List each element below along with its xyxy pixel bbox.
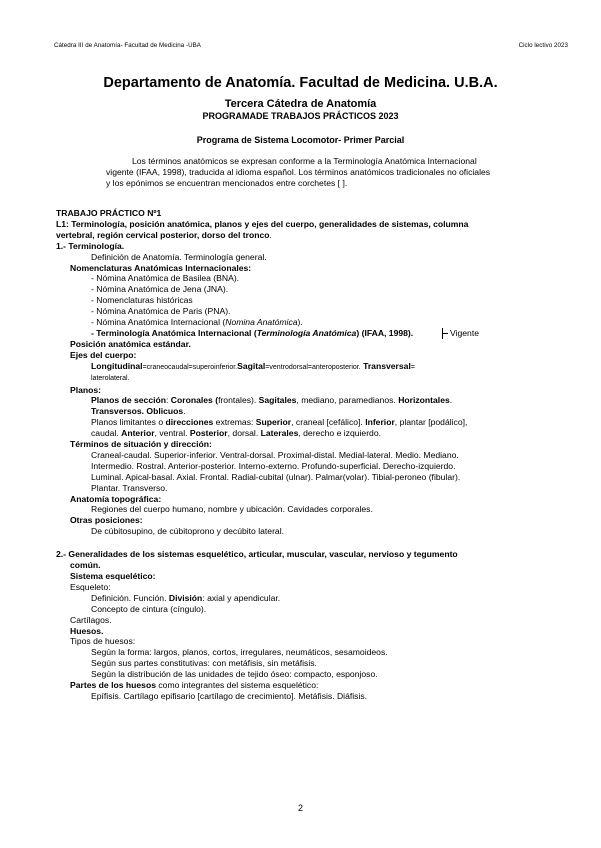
subtitle-sistema: Programa de Sistema Locomotor- Primer Parcial xyxy=(196,135,405,145)
terminos-line: Craneal-caudal. Superior-inferior. Ventral-dorsal. Proximal-distal. Medial-lateral. Medio. Mediano. xyxy=(91,449,459,460)
intro-line-2: vigente (IFAA, 1998), traducida al idioma español. Los términos anatómicos tradicionales no oficiales xyxy=(106,167,491,177)
terminos-heading: Términos de situación y dirección: xyxy=(70,439,212,450)
nomen-item: - Nómina Anatómica de Jena (JNA). xyxy=(91,284,229,295)
terminos-line: Luminal. Apical-basal. Axial. Frontal. Radial-cubital (ulnar). Palmar(volar). Tibial-peroneo (fibular). xyxy=(91,471,461,482)
partes-text: Epífisis. Cartílago epifisario [cartílago de crecimiento]. Metáfisis. Diáfisis. xyxy=(91,690,368,701)
esqueletico-heading: Sistema esquelético: xyxy=(70,571,156,581)
bracket-mark xyxy=(442,328,448,339)
nomen-item: - Nómina Anatómica de Paris (PNA). xyxy=(91,306,231,317)
program-body: TRABAJO PRÁCTICO Nº1 L1: Terminología, posición anatómica, planos y ejes del cuerpo, generalidades de sistemas, columna vertebral, región cervical posterior, dorso del tronco. 1.- Terminología. Definición de Anatomía. Terminología general. Nomenclaturas Anatómicas Internacionales: - Nómina Anatómica de Basilea (BNA). - Nómina Anatómica de Jena (JNA). - Nomenclaturas históricas - Nómina Anatómica de Paris (PNA). - Nómina Anatómica Internacional (Nomina Anatómica). - Terminología Anatómica Internacional (Terminología Anatómica) (IFAA, 1998). Vigente Posición anatómica estándar. Ejes del cuerpo: Longitudinal=craneocaudal=superoinferior.Sagital=ventrodorsal=anteroposterior. Transversal= laterolateral. Planos: Planos de sección: Coronales (frontales). Sagitales, mediano, paramedianos. Horizontales. Transversos. Oblicuos. Planos limitantes o direcciones extremas: Superior, craneal [cefálico]. Inferior, plantar [podálico], caudal. Anterior, ventral. Posterior, dorsal. Laterales, derecho e izquierdo. Términos de situación y dirección: Craneal-caudal. Superior-inferior. Ventral-dorsal. Proximal-distal. Medial-lateral. Medio. Mediano. Intermedio. Rostral. Anterior-posterior. Interno-externo. Profundo-superficial. Derecho-izquierdo. Luminal. Apical-basal. Axial. Frontal. Radial-cubital (ulnar). Palmar(volar). Tibial-peroneo (fibular). Plantar. Transverso. Anatomía topográfica: Regiones del cuerpo humano, nombre y ubicación. Cavidades corporales. Otras posiciones: De cúbitosupino, de cúbitoprono y decúbito lateral. 2.- Generalidades de los sistemas esquelético, articular, muscular, vascular, nervioso y tegumento común. Sistema esquelético: Esqueleto: Definición. Función. División: axial y apendicular. Concepto de cintura (cíngulo). Cartílagos. Huesos. Tipos de huesos: Según la forma: largos, planos, cortos, irregulares, neumáticos, sesamoideos. Según sus partes constitutivas: con metáfisis, sin metáfisis. Según la distribución de las unidades de tejido óseo: compacto, esponjoso. Partes de los huesos como integrantes del sistema esquelético: Epífisis. Cartílago epifisario [cartílago de crecimiento]. Metáfisis. Diáfisis. xyxy=(56,208,526,702)
otras-text: De cúbitosupino, de cúbitoprono y decúbito lateral. xyxy=(91,526,285,537)
terminos-line: Intermedio. Rostral. Anterior-posterior. Interno-externo. Profundo-superficial. Derecho-izquierdo. xyxy=(91,460,456,471)
tipo-item: Según la distribución de las unidades de tejido óseo: compacto, esponjoso. xyxy=(91,669,378,680)
nomen-item: - Nómina Anatómica de Basilea (BNA). xyxy=(91,273,240,284)
planos-heading: Planos: xyxy=(70,384,102,395)
s1-definition: Definición de Anatomía. Terminología general. xyxy=(91,251,267,262)
ejes-heading: Ejes del cuerpo: xyxy=(70,349,137,360)
tipo-item: Según sus partes constitutivas: con metáfisis, sin metáfisis. xyxy=(91,658,317,669)
intro-line-3: y los epónimos se encuentran mencionados entre corchetes [ ]. xyxy=(106,178,348,188)
l1-line-1: L1: Terminología, posición anatómica, planos y ejes del cuerpo, generalidades de sistemas, columna xyxy=(56,218,469,229)
cartilagos-text: Cartílagos. xyxy=(70,614,112,625)
intro-line-1: Los términos anatómicos se expresan conforme a la Terminología Anatómica Internacional xyxy=(132,156,477,166)
huesos-heading: Huesos. xyxy=(70,625,104,636)
nomen-item: - Nómina Anatómica Internacional (Nomina Anatómica). xyxy=(91,317,303,328)
cintura-text: Concepto de cintura (cíngulo). xyxy=(91,603,207,614)
eje-laterolateral: laterolateral. xyxy=(91,374,130,382)
posicion-heading: Posición anatómica estándar. xyxy=(70,338,191,349)
subtitle-catedra: Tercera Cátedra de Anatomía xyxy=(224,98,377,110)
nomenclaturas-heading: Nomenclaturas Anatómicas Internacionales: xyxy=(70,262,252,273)
topografica-heading: Anatomía topográfica: xyxy=(70,493,162,504)
running-header-left: Cátedra III de Anatomía- Facultad de Medicina -UBA xyxy=(54,42,201,49)
subtitle-programa: PROGRAMADE TRABAJOS PRÁCTICOS 2023 xyxy=(202,111,399,121)
page-number: 2 xyxy=(297,803,303,813)
l1-line-2: vertebral, región cervical posterior, dorso del tronco xyxy=(56,229,270,240)
topografica-text: Regiones del cuerpo humano, nombre y ubicación. Cavidades corporales. xyxy=(91,504,373,515)
terminos-line: Plantar. Transverso. xyxy=(91,482,168,493)
vigente-label: Vigente xyxy=(450,327,479,338)
nomen-item: - Nomenclaturas históricas xyxy=(91,295,193,306)
l1-dot: . xyxy=(269,229,272,240)
section-2-heading-line-1: 2.- Generalidades de los sistemas esquelético, articular, muscular, vascular, nervioso y tegumento xyxy=(56,549,458,560)
tipo-item: Según la forma: largos, planos, cortos, irregulares, neumáticos, sesamoideos. xyxy=(91,647,388,658)
section-2-heading-line-2: común. xyxy=(70,560,101,571)
terminologia-anatomica-item: - Terminología Anatómica Internacional (Terminología Anatómica) (IFAA, 1998). Vigente xyxy=(91,327,479,338)
intro-paragraph xyxy=(106,156,516,189)
document-title: Departamento de Anatomía. Facultad de Medicina. U.B.A. xyxy=(103,75,498,91)
esqueleto-label: Esqueleto: xyxy=(70,581,111,592)
tp-heading: TRABAJO PRÁCTICO Nº1 xyxy=(56,208,162,218)
tipos-label: Tipos de huesos: xyxy=(70,636,136,647)
section-1-heading: 1.- Terminología. xyxy=(56,240,125,251)
running-header-right: Ciclo lectivo 2023 xyxy=(518,42,568,49)
otras-heading: Otras posiciones: xyxy=(70,515,143,526)
